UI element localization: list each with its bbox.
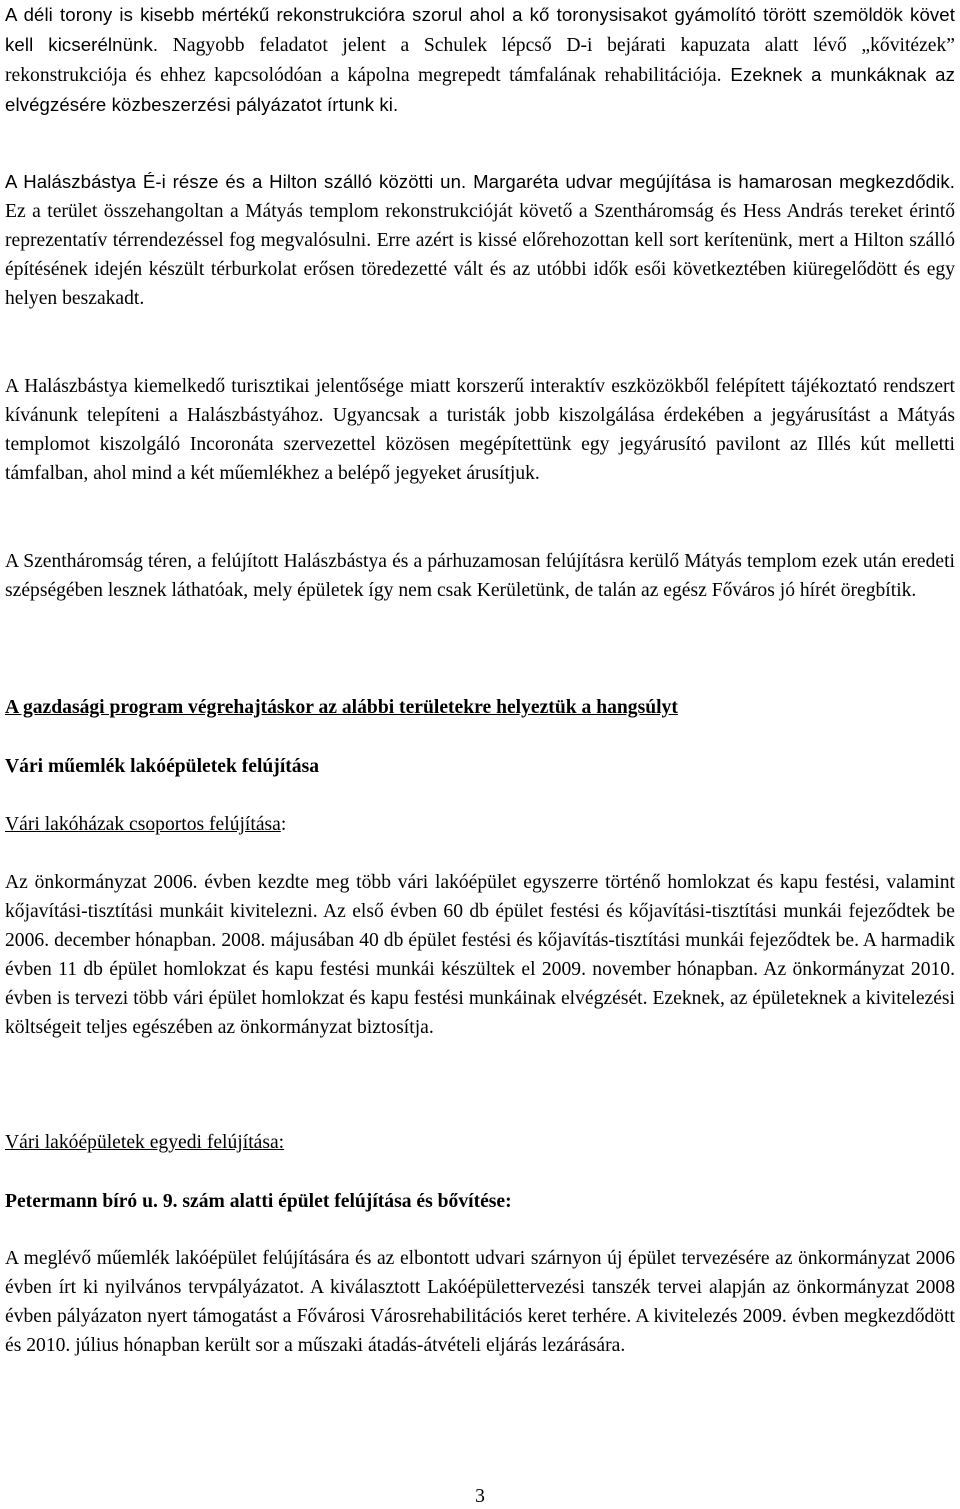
subheading-group-renovation [5,810,955,839]
paragraph-text: A Halászbástya É-i része és a Hilton szálló közötti un. Margaréta udvar megújítása is hamarosan megkezdődik. [5,171,955,192]
paragraph-information-system: A Halászbástya kiemelkedő turisztikai jelentősége miatt korszerű interaktív eszközökből felépített tájékoztató rendszert kívánunk telepíteni a Halászbástyához. Ugyancsak a turisták jobb kiszolgálása érdekében a jegyárusítást a Mátyás templomot kiszolgáló Incoronáta szervezettel közösen megépítettünk egy jegyárusító pavilont az Illés kút melletti támfalban, ahol mind a két műemlékhez a belépő jegyeket árusítjuk. [5,376,955,484]
subheading-colon: : [280,814,287,835]
paragraph-szentharomsag: A Szentháromság téren, a felújított Halászbástya és a párhuzamosan felújításra kerülő Mátyás templom ezek után eredeti szépségében lesznek láthatóak, mely épületek így nem csak Kerületünk, de talán az egész Főváros jó hírét öregbítik. [5,551,955,601]
paragraph-margareta-courtyard [5,167,955,313]
subheading-individual-renovation: Vári lakóépületek egyedi felújítása: [5,1132,285,1153]
paragraph-text: Ezeknek a munkáknak az elvégzésére közbeszerzési pályázatot írtunk ki. [5,64,956,115]
page-number: 3 [475,1486,485,1507]
paragraph-text: A déli torony is kisebb mértékű rekonstrukcióra szorul ahol a kő toronysisakot gyámolító törött szemöldök követ kell kicserélnünk. [5,4,955,55]
paragraph-south-tower [5,0,955,120]
section-heading-economic-program: A gazdasági program végrehajtáskor az alábbi területekre helyeztük a hangsúlyt [5,697,678,718]
section-heading-petermann: Petermann bíró u. 9. szám alatti épület felújítása és bővítése: [5,1191,512,1212]
paragraph-group-renovation: Az önkormányzat 2006. évben kezdte meg több vári lakóépület egyszerre történő homlokzat és kapu festési, valamint kőjavítási-tisztítási munkáit kivitelezni. Az első évben 60 db épület festési és kőjavítási-tisztítási munkái fejeződtek be 2006. december hónapban. 2008. májusában 40 db épület festési és kőjavítás-tisztítási munkái fejeződtek be. A harmadik évben 11 db épület homlokzat és kapu festési munkái készültek el 2009. november hónapban. Az önkormányzat 2010. évben is tervezi több vári épület homlokzat és kapu festési munkáinak elvégzését. Ezeknek, az épületeknek a kivitelezési költségeit teljes egészében az önkormányzat biztosítja. [5,872,955,1038]
paragraph-petermann: A meglévő műemlék lakóépület felújítására és az elbontott udvari szárnyon új épület tervezésére az önkormányzat 2006 évben írt ki nyilvános tervpályázatot. A kiválasztott Lakóépülettervezési tanszék tervei alapján az önkormányzat 2008 évben pályázaton nyert támogatást a Fővárosi Városrehabilitációs keret terhére. A kivitelezés 2009. évben megkezdődött és 2010. július hónapban került sor a műszaki átadás-átvételi eljárás lezárására. [5,1248,955,1356]
paragraph-text: Nagyobb feladatot jelent a Schulek lépcső D-i bejárati kapuzata alatt lévő „kővitézek” rekonstrukciója és ehhez kapcsolódóan a kápolna megrepedt támfalának rehabilitációja. [5,35,955,86]
section-heading-monument-buildings: Vári műemlék lakóépületek felújítása [5,756,320,777]
subheading-label: Vári lakóházak csoportos felújítása [5,814,281,835]
paragraph-text: Ez a terület összehangoltan a Mátyás templom rekonstrukcióját követő a Szentháromság és Hess András tereket érintő reprezentatív térrendezéssel fog megvalósulni. Erre azért is kissé előrehozottan kell sort kerítenünk, mert a Hilton szálló építésének idején készült térburkolat erősen töredezetté vált és az utóbbi idők esői következtében kiüregelődött és egy helyen beszakadt. [5,201,955,309]
